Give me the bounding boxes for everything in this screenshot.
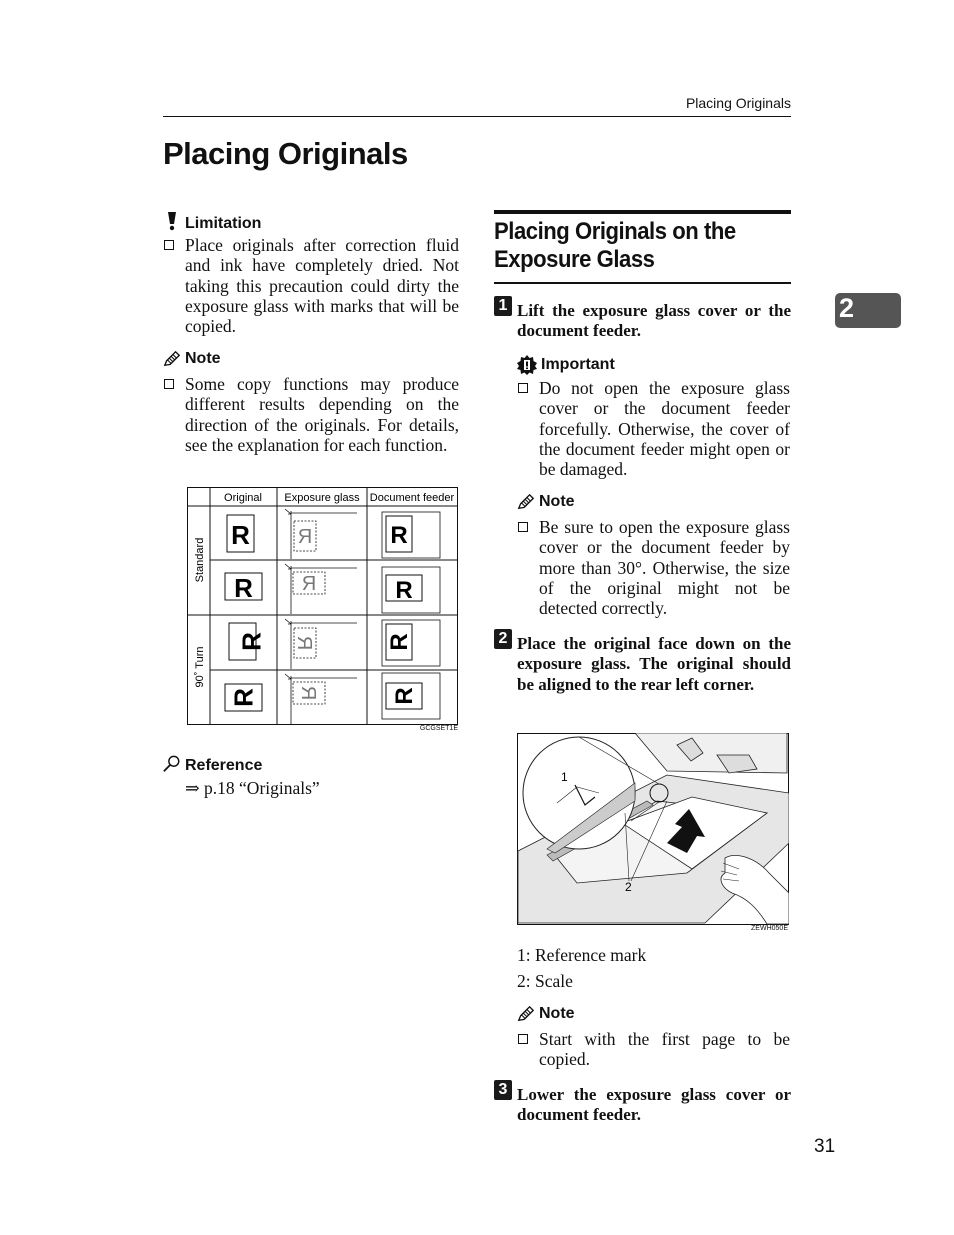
header-rule [163, 116, 791, 117]
step-1-badge: 1 [494, 296, 512, 316]
exposure-glass-glyphs [293, 526, 319, 700]
caption-reference-mark: 1: Reference mark [517, 945, 647, 965]
step-2-badge: 2 [494, 629, 512, 649]
running-header: Placing Originals [685, 95, 791, 111]
glyph-r-mirrored: R [297, 526, 313, 548]
note-label: Note [185, 350, 221, 367]
reference-link[interactable]: ⇒ p.18 “Originals” [185, 778, 320, 798]
callout-2: 2 [625, 880, 632, 894]
note-item: Be sure to open the exposure glass cover or the document feeder by more than 30°. Otherwise, the size of the original might not be detected correctly. [517, 517, 790, 618]
section-title: Placing Originals on the Exposure Glass [494, 218, 736, 273]
note-list-left [163, 374, 459, 455]
pencil-icon [517, 1004, 535, 1024]
important-list [517, 378, 790, 479]
glyph-r: R [228, 688, 259, 707]
limitation-list [163, 235, 459, 336]
diagram-code: GCGSET1E [419, 725, 458, 732]
pencil-icon [163, 349, 181, 369]
col-original: Original [224, 492, 262, 504]
important-icon [517, 355, 537, 375]
step-1-text: Lift the exposure glass cover or the document feeder. [517, 301, 791, 341]
step-3-badge: 3 [494, 1080, 512, 1100]
orientation-diagram [187, 487, 458, 725]
step-3-text: Lower the exposure glass cover or document feeder. [517, 1085, 791, 1125]
limitation-label: Limitation [185, 215, 262, 232]
page-number: 31 [814, 1136, 836, 1157]
glyph-r: R [236, 632, 267, 651]
note-callout-right-1 [517, 492, 575, 512]
note-item: Start with the first page to be copied. [517, 1029, 790, 1070]
glyph-r: R [386, 633, 413, 651]
glyph-r-mirrored: R [293, 635, 315, 651]
important-label: Important [541, 356, 615, 373]
exclamation-icon [163, 211, 181, 231]
pencil-icon [517, 492, 535, 512]
step-2-text: Place the original face down on the exposure glass. The original should be aligned to the rear left corner. [517, 634, 791, 694]
note-callout-left [163, 349, 221, 369]
important-callout [517, 355, 615, 375]
glyph-r-mirrored: R [297, 685, 319, 701]
placement-illustration [517, 733, 789, 925]
chapter-tab [835, 293, 901, 328]
glyph-r: R [234, 573, 253, 603]
glyph-r: R [395, 577, 413, 604]
row-90-turn: 90˚ Turn [194, 646, 206, 688]
col-document-feeder: Document feeder [369, 492, 455, 504]
important-item: Do not open the exposure glass cover or the document feeder forcefully. Otherwise, the cover of the document feeder might open or be damaged. [517, 378, 790, 479]
row-standard: Standard [194, 537, 206, 583]
reference-label: Reference [185, 757, 263, 774]
note-callout-right-2 [517, 1004, 575, 1024]
note-list-right-1 [517, 517, 790, 618]
exposure-glass-column [285, 509, 357, 724]
note-label: Note [539, 493, 575, 510]
glyph-r: R [231, 520, 250, 550]
note-list-right-2 [517, 1029, 790, 1070]
caption-scale: 2: Scale [517, 971, 573, 991]
magnifier-icon [163, 754, 181, 774]
glyph-r-mirrored: R [301, 573, 317, 595]
glyph-r: R [391, 687, 418, 705]
section-rule-bottom [494, 282, 791, 284]
col-exposure-glass: Exposure glass [284, 492, 360, 504]
original-column [225, 515, 267, 711]
illustration-code: ZEWH050E [751, 925, 788, 932]
note-label: Note [539, 1005, 575, 1022]
page-title: Placing Originals [163, 136, 408, 171]
section-rule-top [494, 210, 791, 214]
callout-1: 1 [561, 770, 568, 784]
limitation-callout [163, 208, 261, 233]
glyph-r: R [390, 522, 408, 549]
chapter-tab-number: 2 [839, 293, 855, 323]
limitation-item: Place originals after correction fluid and ink have completely dried. Not taking this precaution could dirty the exposure glass with marks that will be copied. [163, 235, 459, 336]
reference-callout [163, 753, 262, 775]
note-item: Some copy functions may produce different results depending on the direction of the originals. For details, see the explanation for each function. [163, 374, 459, 455]
